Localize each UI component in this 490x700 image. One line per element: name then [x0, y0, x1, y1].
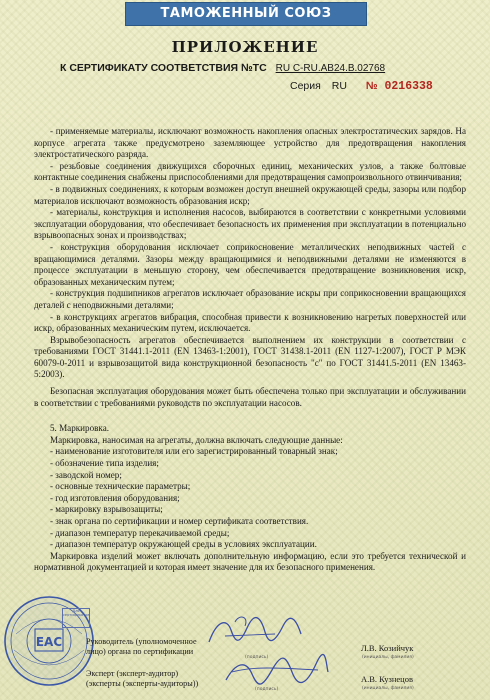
expert-initials-caption: (инициалы, фамилия) — [362, 686, 414, 691]
serial-number: 0216338 — [384, 80, 433, 93]
series-line — [290, 80, 433, 93]
marking-item: - маркировку взрывозащиты; — [50, 504, 163, 515]
marking-closing: Маркировка изделий может включать дополнительную информацию, если это требуется технической и нормативной документацией и которая имеет значение для их безопасного применения. — [34, 550, 466, 573]
marking-heading: 5. Маркировка. — [50, 423, 110, 434]
paragraph: Безопасная эксплуатация оборудования может быть обеспечена только при эксплуатации и обслуживании в соответствии с требованиями руководств по эксплуатации насосов. — [34, 386, 466, 408]
marking-item: - основные технические параметры; — [50, 481, 191, 492]
stamp-line: сертификатов — [63, 613, 90, 617]
expert-signature — [222, 652, 332, 692]
small-stamp — [62, 608, 90, 628]
head-signature-caption: (подпись) — [245, 655, 269, 660]
expert-label-line: Эксперт (эксперт-аудитор) — [86, 669, 179, 678]
series-label: Серия — [290, 80, 321, 92]
marking-item: - обозначение типа изделия; — [50, 458, 159, 469]
expert-label-line: (эксперты (эксперты-аудиторы)) — [86, 678, 199, 688]
head-signature — [205, 612, 305, 652]
number-sign: № — [365, 80, 378, 92]
head-name: Л.В. Козийчук — [361, 643, 414, 653]
marking-intro: Маркировка, наносимая на агрегаты, должна включать следующие данные: — [50, 434, 343, 445]
head-label-line: Руководитель (уполномоченное — [86, 637, 197, 646]
head-label — [86, 637, 197, 656]
certificate-label: К СЕРТИФИКАТУ СООТВЕТСТВИЯ №ТС — [60, 62, 267, 74]
certificate-number-line — [60, 62, 385, 74]
paragraph: - в конструкциях агрегатов вибрация, способная привести к возникновению нагретых поверхностей или искр, образованных механическим путем, исключается. — [34, 311, 466, 334]
expert-signature-caption: (подпись) — [255, 687, 279, 692]
paragraph: - конструкция подшипников агрегатов исключает образование искры при соприкосновении вращающихся деталей с неподвижными деталями; — [34, 288, 466, 310]
paragraph: Взрывобезопасность агрегатов обеспечивается выполнением их конструкции в соответствии с требованиями ГОСТ 31441.1-2011 (EN 13463-1:2001), ГОСТ 31438.1-2011 (EN 1127-1:2007), ГОСТ Р МЭК 60079-0-2011 и взрывозащитой вида конструкционной безопасность "с" по ГОСТ 31441.5-2011 (EN 13463-5:2003). — [34, 334, 466, 380]
marking-item: - наименование изготовителя или его зарегистрированный товарный знак; — [50, 446, 338, 457]
marking-item: - знак органа по сертификации и номер сертификата соответствия. — [50, 516, 309, 526]
page-title: ПРИЛОЖЕНИЕ — [171, 38, 319, 56]
marking-item: - год изготовления оборудования; — [50, 492, 180, 503]
marking-item: - заводской номер; — [50, 469, 122, 480]
paragraph: - конструкция оборудования исключает соприкосновение металлических неподвижных частей с вращающимися деталями. Зазоры между вращающимися и неподвижными деталями не изменяются в процессе эксплуатации в меньшую сторону, чем обеспечивается предотвращение возникновения искр, образованных механическим путем; — [34, 241, 466, 287]
paragraph: - применяемые материалы, исключают возможность накопления опасных электростатических зарядов. На корпусе агрегата также предусмотрено заземляющее устройство для предотвращения накопления электростатического разряда. — [34, 126, 466, 160]
certificate-number: RU C-RU.AB24.B.02768 — [275, 63, 386, 74]
marking-item: - диапазон температур окружающей среды в условиях эксплуатации. — [50, 539, 317, 550]
stamp-line: Для — [72, 609, 80, 613]
expert-name: А.В. Кузнецов — [361, 674, 413, 684]
series-value: RU — [331, 80, 347, 92]
eac-mark: EAC — [35, 635, 63, 649]
document-body — [34, 126, 466, 574]
head-label-line: лицо) органа по сертификации — [86, 646, 194, 656]
paragraph: - материалы, конструкция и исполнения насосов, выбираются в соответствии с конкретными условиями эксплуатации оборудования, что обеспечивает безопасность их применения при эксплуатации в потенциально взрывоопасных зонах и производствах; — [34, 207, 466, 241]
marking-item: - диапазон температур перекачиваемой среды; — [50, 527, 230, 538]
customs-union-banner: ТАМОЖЕННЫЙ СОЮЗ — [125, 2, 367, 26]
paragraph: - резьбовые соединения движущихся сборочных единиц, механических узлов, а также болтовые контактные соединения снабжены приспособлениями для предотвращения самопроизвольного отвинчивания; — [34, 160, 466, 183]
paragraph: - в подвижных соединениях, к которым возможен доступ внешней окружающей среды, зазоры или подбор материалов исключают возможность образования искр; — [34, 183, 466, 206]
head-initials-caption: (инициалы, фамилия) — [362, 655, 414, 660]
expert-label — [86, 669, 198, 688]
